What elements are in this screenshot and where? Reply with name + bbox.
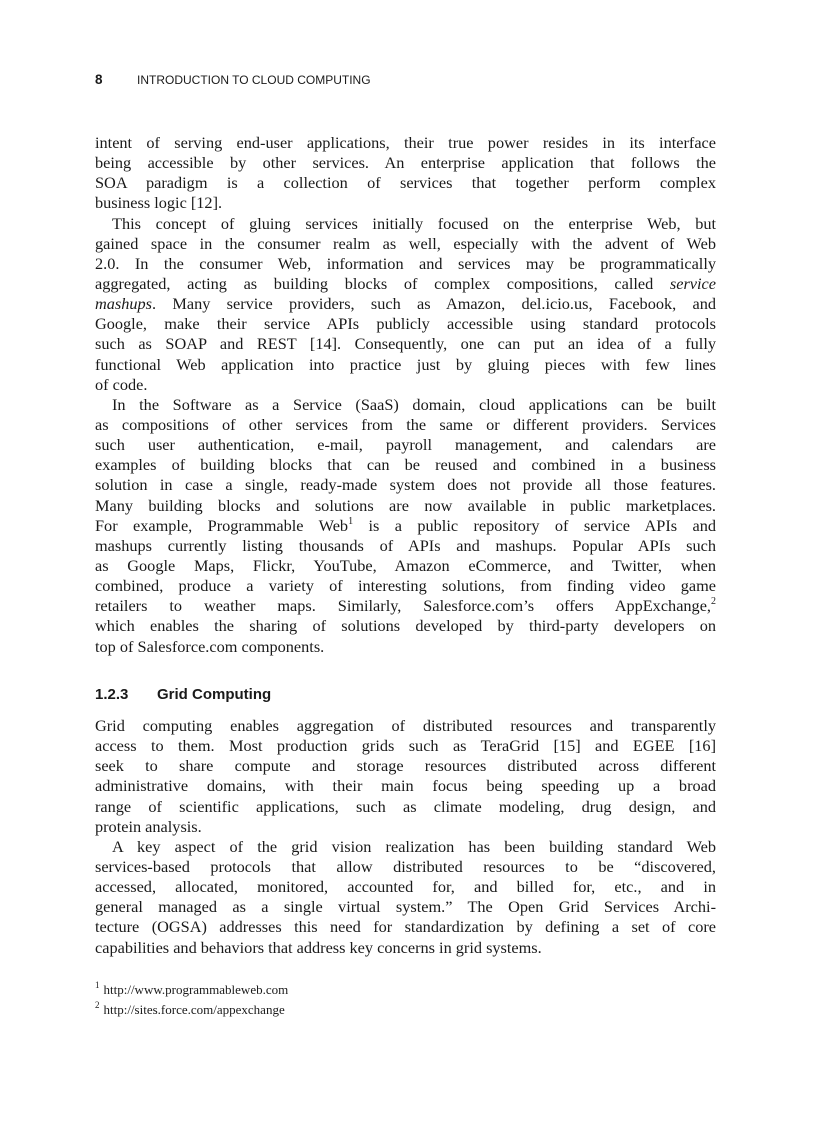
text-run: aggregated, acting as building blocks of complex compositions, called <box>95 273 670 293</box>
text-line: Google, make their service APIs publicly accessible using standard protocols <box>95 314 716 334</box>
text-line <box>95 294 716 314</box>
footnote-mark: 2 <box>95 1000 100 1010</box>
body-text-top <box>95 133 716 657</box>
text-run: For example, Programmable Web <box>95 515 349 535</box>
text-line: examples of building blocks that can be reused and combined in a business <box>95 455 716 475</box>
section-title: Grid Computing <box>157 686 272 703</box>
page-number: 8 <box>95 72 103 87</box>
text-line: range of scientific applications, such as climate modeling, drug design, and <box>95 796 716 816</box>
text-line: business logic [12]. <box>95 193 223 213</box>
text-line: access to them. Most production grids such as TeraGrid [15] and EGEE [16] <box>95 736 716 756</box>
footnotes <box>95 980 288 1020</box>
text-line: of code. <box>95 374 148 394</box>
text-line: This concept of gluing services initially focused on the enterprise Web, but <box>112 213 716 233</box>
text-line: Many building blocks and solutions are now available in public marketplaces. <box>95 495 716 515</box>
text-line: mashups currently listing thousands of APIs and mashups. Popular APIs such <box>95 535 716 555</box>
text-line: combined, produce a variety of interesting solutions, from finding video game <box>95 576 716 596</box>
footnote-mark: 1 <box>95 980 100 990</box>
text-line: general managed as a single virtual system.” The Open Grid Services Archi- <box>95 897 716 917</box>
text-line: Grid computing enables aggregation of distributed resources and transparently <box>95 716 716 735</box>
italic-term: mashups <box>95 294 152 314</box>
text-line: capabilities and behaviors that address key concerns in grid systems. <box>95 937 542 957</box>
text-line: as compositions of other services from the same or different providers. Services <box>95 414 716 434</box>
text-run: . Many service providers, such as Amazon, del.icio.us, Facebook, and <box>152 294 716 314</box>
footnote-link[interactable]: http://www.programmableweb.com <box>103 982 289 997</box>
running-header <box>95 72 371 87</box>
text-line: gained space in the consumer realm as well, especially with the advent of Web <box>95 233 716 253</box>
text-line: accessed, allocated, monitored, accounted for, and billed for, etc., and in <box>95 877 716 897</box>
italic-term: service <box>669 273 716 293</box>
footnote <box>95 1000 288 1020</box>
footnote-link[interactable]: http://sites.force.com/appexchange <box>103 1002 285 1017</box>
text-run: retailers to weather maps. Similarly, Salesforce.com’s offers AppExchange, <box>95 596 711 616</box>
footnote <box>95 980 288 1000</box>
text-line: solution in case a single, ready-made system does not provide all those features. <box>95 475 716 495</box>
text-line: intent of serving end-user applications, their true power resides in its interface <box>95 133 716 152</box>
text-line <box>95 596 716 616</box>
text-line <box>95 516 716 536</box>
footnote-reference: 2 <box>711 596 716 608</box>
text-line: functional Web application into practice just by gluing pieces with few lines <box>95 354 716 374</box>
text-run: is a public repository of service APIs and <box>353 515 716 535</box>
footnote-reference: 1 <box>348 515 354 527</box>
text-line: which enables the sharing of solutions developed by third-party developers on <box>95 616 716 636</box>
text-line: top of Salesforce.com components. <box>95 636 325 656</box>
text-line <box>95 274 716 294</box>
text-line: as Google Maps, Flickr, YouTube, Amazon eCommerce, and Twitter, when <box>95 555 716 575</box>
body-text-bottom <box>95 716 716 958</box>
text-line: seek to share compute and storage resources distributed across different <box>95 756 716 776</box>
text-line: such as SOAP and REST [14]. Consequently, one can put an idea of a fully <box>95 334 716 354</box>
text-line: administrative domains, with their main focus being speeding up a broad <box>95 776 716 796</box>
text-line: A key aspect of the grid vision realization has been building standard Web <box>112 836 716 856</box>
text-line: tecture (OGSA) addresses this need for standardization by defining a set of core <box>95 917 716 937</box>
text-line: such user authentication, e-mail, payroll management, and calendars are <box>95 435 716 455</box>
section-heading <box>95 686 271 703</box>
text-line: being accessible by other services. An enterprise application that follows the <box>95 153 716 173</box>
text-line: SOA paradigm is a collection of services that together perform complex <box>95 173 716 193</box>
running-title: INTRODUCTION TO CLOUD COMPUTING <box>137 73 371 87</box>
section-number: 1.2.3 <box>95 686 129 703</box>
text-line: 2.0. In the consumer Web, information and services may be programmatically <box>95 253 716 273</box>
text-line: services-based protocols that allow distributed resources to be “discovered, <box>95 856 716 876</box>
text-line: protein analysis. <box>95 816 202 836</box>
text-line: In the Software as a Service (SaaS) domain, cloud applications can be built <box>112 394 716 414</box>
